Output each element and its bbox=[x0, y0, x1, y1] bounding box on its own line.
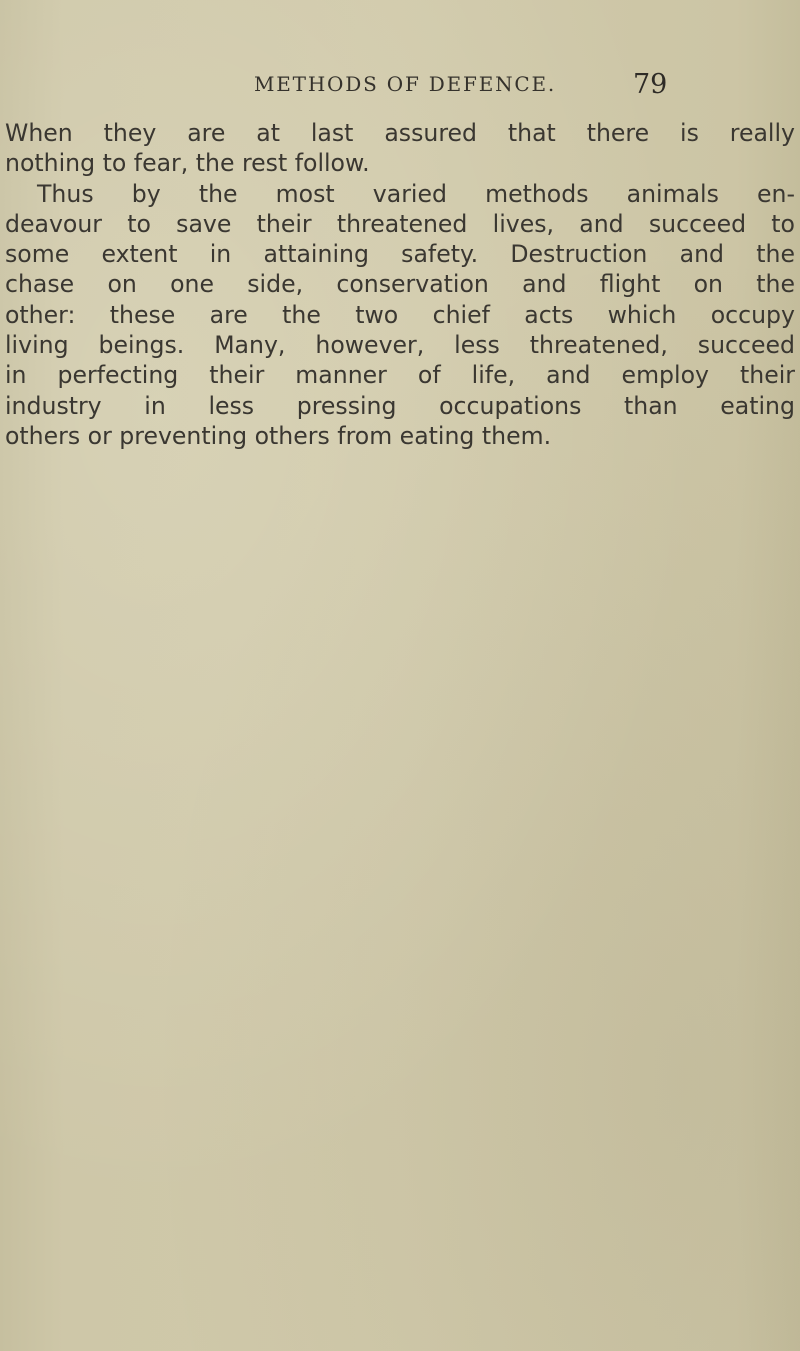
text-line: deavour to save their threatened lives, and succeed to bbox=[5, 209, 795, 238]
text-line: other: these are the two chief acts which occupy bbox=[5, 300, 795, 329]
text-line: When they are at last assured that there is really bbox=[5, 119, 795, 147]
text-line: industry in less pressing occupations than eating bbox=[5, 391, 795, 420]
text-line: in perfecting their manner of life, and employ their bbox=[5, 361, 795, 390]
text-line: some extent in attaining safety. Destruction and the bbox=[5, 240, 795, 269]
text-line: others or preventing others from eating them. bbox=[5, 421, 552, 450]
running-head: METHODS OF DEFENCE. bbox=[254, 72, 557, 96]
body-text bbox=[5, 118, 795, 451]
text-line: nothing to fear, the rest follow. bbox=[5, 149, 370, 178]
page-header bbox=[0, 69, 800, 112]
text-line: chase on one side, conservation and flight on the bbox=[5, 270, 795, 299]
text-line: living beings. Many, however, less threatened, succeed bbox=[5, 331, 795, 360]
text-line: Thus by the most varied methods animals en- bbox=[37, 179, 795, 208]
page-number: 79 bbox=[633, 69, 668, 100]
